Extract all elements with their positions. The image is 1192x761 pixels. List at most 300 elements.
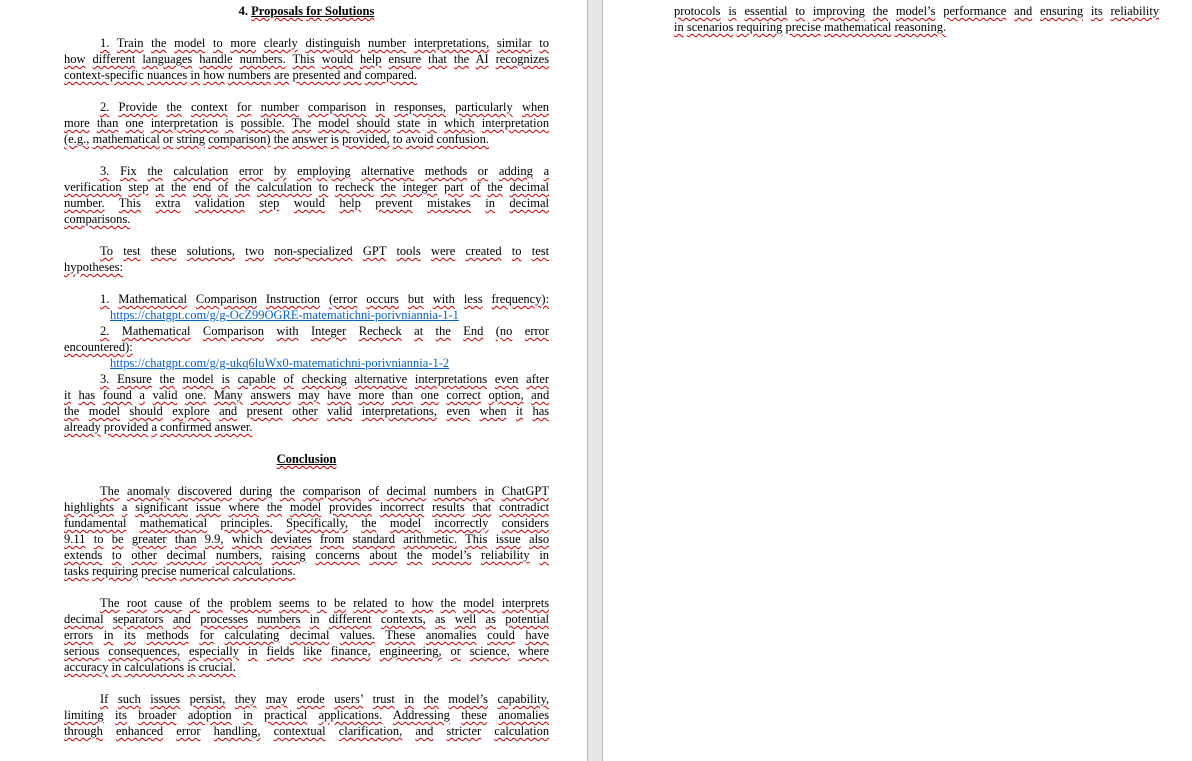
misspelled-word: model bbox=[318, 116, 350, 130]
misspelled-word: extends bbox=[64, 548, 103, 562]
paragraph-test-solutions bbox=[64, 243, 549, 275]
misspelled-word: and bbox=[343, 68, 362, 82]
gpt-tool-link-2[interactable]: https://chatgpt.com/g/g-ukq6luWx0-matematichni-porivniannia-1-2 bbox=[110, 356, 450, 370]
misspelled-word: responses, bbox=[394, 100, 447, 114]
misspelled-word: present bbox=[246, 404, 283, 418]
misspelled-word: numbers bbox=[227, 68, 271, 82]
misspelled-word: help bbox=[339, 196, 361, 210]
misspelled-word: decimal bbox=[166, 548, 207, 562]
conclusion-heading-underline bbox=[277, 452, 337, 466]
misspelled-word: decimal bbox=[509, 196, 549, 210]
text-line bbox=[64, 179, 549, 195]
misspelled-word: recheck bbox=[335, 180, 374, 194]
misspelled-word: calculation bbox=[256, 180, 312, 194]
misspelled-word: comparison) bbox=[208, 132, 271, 146]
misspelled-word: a bbox=[543, 164, 550, 178]
misspelled-word: well bbox=[454, 612, 477, 626]
misspelled-word: occurs bbox=[366, 292, 399, 306]
text-line bbox=[64, 643, 549, 659]
misspelled-word: were bbox=[430, 244, 456, 258]
misspelled-word: string bbox=[176, 132, 205, 146]
misspelled-word: error bbox=[176, 724, 201, 738]
misspelled-word: that bbox=[472, 500, 492, 514]
misspelled-word: the bbox=[487, 180, 503, 194]
misspelled-word: especially bbox=[189, 644, 239, 658]
misspelled-word: incorrectly bbox=[434, 516, 489, 530]
misspelled-word: The bbox=[100, 484, 120, 498]
misspelled-word: or bbox=[162, 132, 174, 146]
misspelled-word: to bbox=[213, 36, 223, 50]
misspelled-word: of bbox=[470, 180, 481, 194]
misspelled-word: even bbox=[446, 404, 471, 418]
misspelled-word: discovered bbox=[177, 484, 232, 498]
paragraph-protocols-continued bbox=[674, 3, 1159, 35]
misspelled-word: model bbox=[289, 500, 322, 514]
misspelled-word: This bbox=[118, 196, 142, 210]
misspelled-word: ChatGPT bbox=[501, 484, 550, 498]
text-line bbox=[64, 547, 549, 563]
misspelled-word: accuracy bbox=[64, 660, 109, 674]
misspelled-word: integer bbox=[402, 180, 438, 194]
misspelled-word: clarification, bbox=[338, 724, 403, 738]
misspelled-word: help bbox=[360, 52, 382, 66]
text-line bbox=[64, 627, 549, 643]
misspelled-word: Train bbox=[116, 36, 144, 50]
misspelled-word: its bbox=[124, 628, 136, 642]
misspelled-word: precise bbox=[141, 564, 177, 578]
misspelled-word: it bbox=[64, 388, 71, 402]
misspelled-word: adding bbox=[498, 164, 533, 178]
misspelled-word: significant bbox=[135, 500, 188, 514]
misspelled-word: broader bbox=[138, 708, 177, 722]
text-line bbox=[64, 291, 549, 307]
misspelled-word: may bbox=[265, 692, 288, 706]
misspelled-word: Ensure bbox=[117, 372, 152, 386]
text-line bbox=[64, 339, 549, 355]
misspelled-word: adoption bbox=[187, 708, 232, 722]
misspelled-word: comparisons. bbox=[64, 212, 131, 226]
misspelled-word: more bbox=[64, 116, 90, 130]
conclusion-heading bbox=[64, 451, 549, 467]
misspelled-word: Addressing bbox=[392, 708, 450, 722]
misspelled-word: interpretation bbox=[150, 116, 219, 130]
misspelled-word: in bbox=[539, 548, 550, 562]
misspelled-word: verification bbox=[64, 180, 122, 194]
misspelled-word: to bbox=[394, 596, 405, 610]
text-line bbox=[64, 691, 549, 707]
misspelled-word: avoid bbox=[405, 132, 434, 146]
text-line bbox=[64, 419, 549, 435]
misspelled-word: the bbox=[440, 596, 456, 610]
misspelled-word: and bbox=[531, 388, 550, 402]
misspelled-word: related bbox=[353, 596, 388, 610]
paragraph-train-model bbox=[64, 35, 549, 83]
misspelled-word: like bbox=[303, 644, 322, 658]
misspelled-word: has bbox=[78, 388, 96, 402]
text-line bbox=[64, 611, 549, 627]
gpt-tool-link-1[interactable]: https://chatgpt.com/g/g-OcZ99OGRE-matematichni-porivniannia-1-1 bbox=[110, 308, 459, 322]
misspelled-word: a bbox=[121, 500, 128, 514]
misspelled-word: model bbox=[463, 596, 495, 610]
page-left[interactable] bbox=[0, 0, 588, 761]
misspelled-word: be bbox=[111, 532, 124, 546]
misspelled-word: calculations. bbox=[232, 564, 296, 578]
misspelled-word: decimal bbox=[64, 612, 104, 626]
paragraph-fix-error bbox=[64, 163, 549, 227]
misspelled-word: handle bbox=[199, 52, 233, 66]
misspelled-word: numbers. bbox=[239, 52, 286, 66]
paragraph-root-cause bbox=[64, 595, 549, 675]
misspelled-word: tools bbox=[396, 244, 421, 258]
text-line bbox=[64, 387, 549, 403]
text-line bbox=[64, 243, 549, 259]
misspelled-word: already bbox=[64, 420, 101, 434]
misspelled-word: persist, bbox=[189, 692, 226, 706]
misspelled-word: the bbox=[273, 132, 289, 146]
misspelled-word: separators bbox=[112, 612, 164, 626]
misspelled-word: these bbox=[150, 244, 177, 258]
misspelled-word: anomaly bbox=[127, 484, 171, 498]
misspelled-word: during bbox=[239, 484, 273, 498]
misspelled-word: protocols bbox=[674, 4, 721, 18]
misspelled-word: error bbox=[238, 164, 264, 178]
misspelled-word: the bbox=[453, 52, 470, 66]
misspelled-word: the bbox=[147, 164, 163, 178]
misspelled-word: requiring bbox=[92, 564, 138, 578]
misspelled-word: from bbox=[319, 532, 345, 546]
misspelled-word: standard bbox=[352, 532, 395, 546]
misspelled-word: methods bbox=[424, 164, 468, 178]
misspelled-word: cause bbox=[154, 596, 183, 610]
misspelled-word: precise bbox=[785, 20, 821, 34]
misspelled-word: Instruction bbox=[265, 292, 321, 306]
misspelled-word: for bbox=[199, 628, 214, 642]
misspelled-word: greater bbox=[131, 532, 167, 546]
misspelled-word: more bbox=[230, 36, 257, 50]
misspelled-word: and bbox=[1014, 4, 1033, 18]
misspelled-word: These bbox=[385, 628, 416, 642]
misspelled-word: numerical bbox=[179, 564, 230, 578]
misspelled-word: and bbox=[415, 724, 434, 738]
misspelled-word: state bbox=[397, 116, 421, 130]
misspelled-word: The bbox=[100, 596, 120, 610]
misspelled-word: (e.g., bbox=[64, 132, 90, 146]
misspelled-word: enhanced bbox=[115, 724, 164, 738]
misspelled-word: to bbox=[392, 132, 403, 146]
misspelled-word: prevent bbox=[375, 196, 413, 210]
misspelled-word: End bbox=[463, 324, 484, 338]
misspelled-word: confusion. bbox=[436, 132, 489, 146]
misspelled-word: through bbox=[64, 724, 103, 738]
misspelled-word: requiring bbox=[736, 20, 783, 34]
misspelled-word: in bbox=[243, 708, 253, 722]
misspelled-word: model’s bbox=[895, 4, 936, 18]
misspelled-word: capability, bbox=[497, 692, 550, 706]
misspelled-word: the bbox=[423, 692, 439, 706]
misspelled-word: values. bbox=[340, 628, 376, 642]
misspelled-word: compared. bbox=[364, 68, 418, 82]
misspelled-word: correct bbox=[446, 388, 482, 402]
misspelled-word: Fix bbox=[120, 164, 137, 178]
misspelled-word: would bbox=[293, 196, 325, 210]
misspelled-word: 1. bbox=[100, 36, 110, 50]
misspelled-word: to bbox=[111, 548, 122, 562]
misspelled-word: these bbox=[461, 708, 487, 722]
misspelled-word: is bbox=[728, 4, 737, 18]
misspelled-word: engineering, bbox=[379, 644, 442, 658]
misspelled-word: validation bbox=[194, 196, 245, 210]
misspelled-word: alternative bbox=[361, 164, 415, 178]
misspelled-word: encountered): bbox=[64, 340, 133, 354]
misspelled-word: mistakes bbox=[427, 196, 471, 210]
misspelled-word: possible. bbox=[240, 116, 285, 130]
misspelled-word: 9.11 bbox=[64, 532, 86, 546]
misspelled-word: 3. bbox=[100, 164, 110, 178]
misspelled-word: other bbox=[131, 548, 157, 562]
misspelled-word: to bbox=[795, 4, 806, 18]
misspelled-word: when bbox=[479, 404, 507, 418]
misspelled-word: principles. bbox=[220, 516, 273, 530]
misspelled-word: in bbox=[674, 20, 684, 34]
misspelled-word: even bbox=[494, 372, 519, 386]
misspelled-word: deviates bbox=[270, 532, 312, 546]
tools-list-link-line-1 bbox=[64, 307, 549, 323]
tools-list-link-line-2 bbox=[64, 355, 549, 371]
text-line bbox=[64, 211, 549, 227]
misspelled-word: than bbox=[96, 116, 119, 130]
misspelled-word: model bbox=[389, 516, 422, 530]
misspelled-word: non-specialized bbox=[274, 244, 353, 258]
misspelled-word: the bbox=[64, 404, 80, 418]
misspelled-word: crucial. bbox=[198, 660, 236, 674]
page-gap-divider bbox=[589, 0, 602, 761]
misspelled-word: presented bbox=[292, 68, 341, 82]
misspelled-word: may bbox=[298, 388, 320, 402]
text-line bbox=[64, 707, 549, 723]
misspelled-word: interpretations, bbox=[413, 36, 490, 50]
text-line bbox=[64, 499, 549, 515]
misspelled-word: extra bbox=[155, 196, 181, 210]
text-line bbox=[674, 3, 1159, 19]
misspelled-word: numbers, bbox=[215, 548, 262, 562]
misspelled-word: in bbox=[375, 100, 386, 114]
misspelled-word: The bbox=[291, 116, 312, 130]
misspelled-word: capable bbox=[237, 372, 276, 386]
misspelled-word: in bbox=[404, 692, 415, 706]
misspelled-word: end bbox=[193, 180, 212, 194]
text-line bbox=[674, 19, 1159, 35]
misspelled-word: Proposals bbox=[251, 4, 304, 18]
misspelled-word: context-specific bbox=[64, 68, 144, 82]
misspelled-word: has bbox=[532, 404, 550, 418]
misspelled-word: model bbox=[88, 404, 120, 418]
text-line bbox=[64, 51, 549, 67]
misspelled-word: provided, bbox=[342, 132, 390, 146]
misspelled-word: employing bbox=[297, 164, 351, 178]
misspelled-word: results bbox=[432, 500, 465, 514]
misspelled-word: provides bbox=[329, 500, 373, 514]
misspelled-word: number bbox=[260, 100, 299, 114]
misspelled-word: checking bbox=[301, 372, 347, 386]
misspelled-word: serious bbox=[64, 644, 100, 658]
paragraph-provide-context bbox=[64, 99, 549, 147]
misspelled-word: would bbox=[321, 52, 354, 66]
misspelled-word: by bbox=[273, 164, 287, 178]
misspelled-word: option, bbox=[488, 388, 524, 402]
misspelled-word: 1. bbox=[100, 292, 110, 306]
misspelled-word: one bbox=[420, 388, 439, 402]
right-text-column bbox=[674, 3, 1159, 35]
misspelled-word: clearly bbox=[263, 36, 298, 50]
misspelled-word: or bbox=[450, 644, 461, 658]
misspelled-word: science, bbox=[469, 644, 510, 658]
text-line bbox=[64, 403, 549, 419]
misspelled-word: (error bbox=[328, 292, 358, 306]
misspelled-word: issues bbox=[150, 692, 181, 706]
paragraph-issues-persist bbox=[64, 691, 549, 739]
misspelled-word: with bbox=[276, 324, 299, 338]
misspelled-word: trust bbox=[372, 692, 395, 706]
misspelled-word: model bbox=[174, 36, 206, 50]
text-line bbox=[64, 723, 549, 739]
misspelled-word: how bbox=[411, 596, 434, 610]
misspelled-word: tasks bbox=[64, 564, 89, 578]
misspelled-word: answers bbox=[250, 388, 291, 402]
misspelled-word: AI bbox=[475, 52, 489, 66]
misspelled-word: but bbox=[407, 292, 424, 306]
misspelled-word: to bbox=[93, 532, 104, 546]
misspelled-word: should bbox=[356, 116, 390, 130]
misspelled-word: with bbox=[432, 292, 455, 306]
misspelled-word: improving bbox=[812, 4, 865, 18]
page-right[interactable] bbox=[602, 0, 1192, 761]
misspelled-word: two bbox=[245, 244, 264, 258]
misspelled-word: than bbox=[174, 532, 197, 546]
misspelled-word: 2. bbox=[100, 100, 110, 114]
misspelled-word: Conclusion bbox=[276, 452, 337, 466]
misspelled-word: potential bbox=[505, 612, 550, 626]
misspelled-word: comparison bbox=[307, 100, 367, 114]
misspelled-word: ensuring bbox=[1040, 4, 1084, 18]
misspelled-word: different bbox=[328, 612, 372, 626]
misspelled-word: the bbox=[279, 484, 295, 498]
text-line bbox=[64, 99, 549, 115]
misspelled-word: Mathematical bbox=[121, 324, 191, 338]
misspelled-word: where bbox=[518, 644, 550, 658]
text-line bbox=[64, 259, 549, 275]
misspelled-word: raising bbox=[271, 548, 306, 562]
misspelled-word: 9.9, bbox=[204, 532, 224, 546]
misspelled-word: 2. bbox=[100, 324, 110, 338]
misspelled-word: after bbox=[526, 372, 550, 386]
misspelled-word: mathematical bbox=[823, 20, 892, 34]
misspelled-word: Integer bbox=[310, 324, 347, 338]
misspelled-word: as bbox=[435, 612, 446, 626]
misspelled-word: such bbox=[117, 692, 141, 706]
misspelled-word: frequency): bbox=[491, 292, 550, 306]
misspelled-word: model’s bbox=[448, 692, 488, 706]
misspelled-word: error bbox=[524, 324, 550, 338]
misspelled-word: interprets bbox=[501, 596, 550, 610]
misspelled-word: mathematical bbox=[92, 132, 160, 146]
misspelled-word: also bbox=[529, 532, 550, 546]
misspelled-word: model bbox=[182, 372, 214, 386]
misspelled-word: arithmetic. bbox=[403, 532, 458, 546]
misspelled-word: numbers bbox=[433, 484, 477, 498]
misspelled-word: reasoning. bbox=[894, 20, 947, 34]
misspelled-word: the bbox=[872, 4, 889, 18]
misspelled-word: confirmed bbox=[160, 420, 212, 434]
text-line bbox=[64, 659, 549, 675]
section-heading bbox=[64, 3, 549, 19]
misspelled-word: in bbox=[484, 484, 495, 498]
text-line bbox=[64, 515, 549, 531]
left-text-column bbox=[64, 3, 549, 739]
misspelled-word: users’ bbox=[334, 692, 364, 706]
text-line bbox=[64, 131, 549, 147]
misspelled-word: incorrect bbox=[379, 500, 425, 514]
misspelled-word: at bbox=[414, 324, 424, 338]
misspelled-word: is bbox=[225, 116, 234, 130]
misspelled-word: how bbox=[64, 52, 86, 66]
misspelled-word: Solutions bbox=[325, 4, 375, 18]
misspelled-word: explore bbox=[172, 404, 210, 418]
misspelled-word: valid bbox=[327, 404, 353, 418]
text-line bbox=[64, 563, 549, 579]
misspelled-word: This bbox=[465, 532, 488, 546]
misspelled-word: (no bbox=[495, 324, 513, 338]
misspelled-word: in bbox=[103, 628, 114, 642]
misspelled-word: This bbox=[292, 52, 315, 66]
misspelled-word: one. bbox=[185, 388, 207, 402]
misspelled-word: problem bbox=[229, 596, 272, 610]
misspelled-word: its bbox=[115, 708, 127, 722]
misspelled-word: root bbox=[126, 596, 147, 610]
misspelled-word: the bbox=[171, 180, 187, 194]
text-line bbox=[64, 35, 549, 51]
misspelled-word: and bbox=[172, 612, 191, 626]
misspelled-word: to bbox=[539, 36, 549, 50]
misspelled-word: different bbox=[92, 52, 136, 66]
misspelled-word: the bbox=[406, 548, 423, 562]
misspelled-word: of bbox=[217, 180, 229, 194]
misspelled-word: a bbox=[151, 420, 158, 434]
tools-list-item-2 bbox=[64, 323, 549, 355]
tools-list-item-1 bbox=[64, 291, 549, 307]
misspelled-word: practical bbox=[264, 708, 308, 722]
text-line bbox=[64, 67, 549, 83]
misspelled-word: interpretation bbox=[481, 116, 550, 130]
misspelled-word: or bbox=[477, 164, 489, 178]
misspelled-word: recognizes bbox=[495, 52, 550, 66]
misspelled-word: have bbox=[525, 628, 550, 642]
misspelled-word: the bbox=[234, 180, 251, 194]
misspelled-word: GPT bbox=[362, 244, 387, 258]
misspelled-word: other bbox=[292, 404, 318, 418]
misspelled-word: errors bbox=[64, 628, 94, 642]
misspelled-word: calculation bbox=[173, 164, 229, 178]
misspelled-word: to bbox=[318, 180, 329, 194]
misspelled-word: for bbox=[236, 100, 252, 114]
text-line bbox=[64, 195, 549, 211]
misspelled-word: handling, bbox=[213, 724, 261, 738]
misspelled-word: mathematical bbox=[139, 516, 208, 530]
misspelled-word: contradict bbox=[499, 500, 550, 514]
misspelled-word: found bbox=[102, 388, 132, 402]
misspelled-word: Comparison bbox=[195, 292, 257, 306]
misspelled-word: issue bbox=[195, 500, 221, 514]
section-heading-title bbox=[251, 4, 374, 18]
